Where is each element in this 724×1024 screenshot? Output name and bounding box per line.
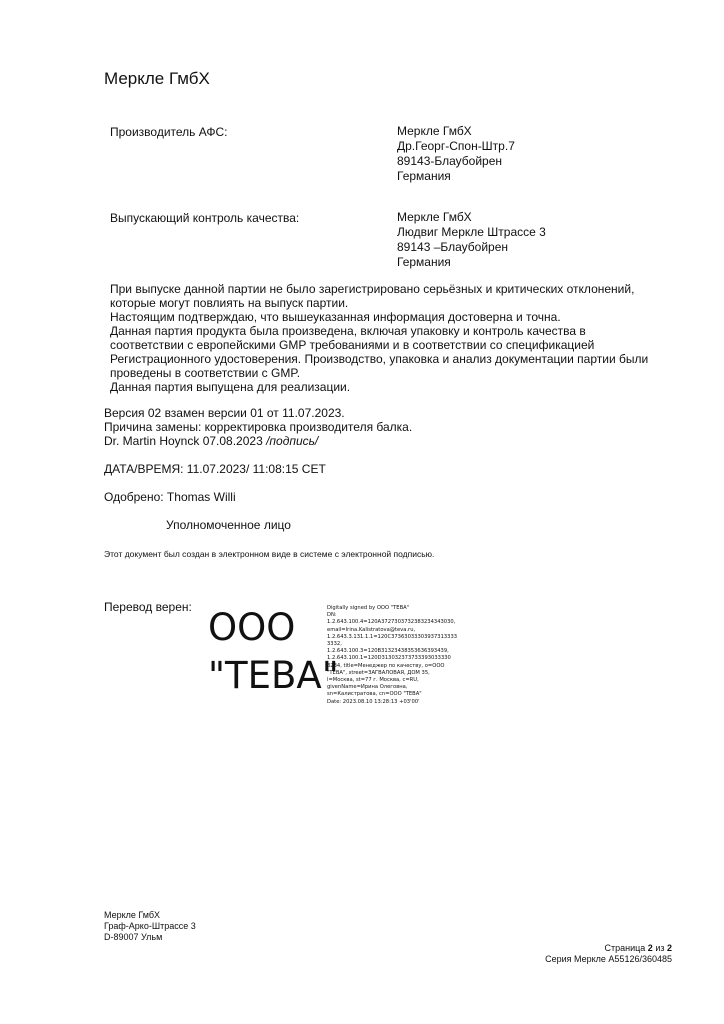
footer-address-line: Граф-Арко-Штрассе 3 [104,921,196,931]
page-number [545,943,672,954]
footer-address-line: D-89007 Ульм [104,932,163,942]
cert-line: 1.2.643.100.1=120D313032373733393033330 [327,655,451,662]
statement-line: Настоящим подтверждаю, что вышеуказанная информация достоверна и точна. [110,310,561,324]
statement-line: которые могут повлиять на выпуск партии. [110,296,349,310]
cert-line: Digitally signed by ООО "ТЕВА" [327,605,410,611]
statement-line: При выпуске данной партии не было зарегистрировано серьёзных и критических отклонений, [110,282,635,296]
translation-label: Перевод верен: [104,600,192,614]
stamp-line-1: ООО [208,606,296,649]
manufacturer-address-line: Меркле ГмбХ [397,124,472,138]
authorized-person: Уполномоченное лицо [166,518,291,532]
digital-signature-details [327,605,457,706]
cert-line: 1.2.643.100.4=120A3727303732383234343030, [327,619,456,626]
statement-line: Регистрационного удостоверения. Производство, упаковка и анализ документации партии были [110,352,649,366]
cert-line: email=Irina.Kalistratova@teva.ru, [327,626,416,633]
cert-line: 3332, [327,641,342,648]
cert-line: 3234, title=Менеджер по качеству, o=ООО [327,662,445,669]
statement-line: проведены в соответствии с GMP. [110,366,301,380]
release-control-address-line: Меркле ГмбХ [397,210,472,224]
release-control-address-line: Людвиг Меркле Штрассе 3 [397,225,546,239]
page-prefix: Страница [604,943,646,953]
manufacturer-label: Производитель АФС: [110,125,228,139]
cert-line: sn=Калистратова, cn=ООО "ТЕВА" [327,691,422,698]
replacement-reason: Причина замены: корректировка производителя балка. [104,420,413,434]
cert-line: 1.2.643.100.3=120B31323438353636393439, [327,648,449,655]
footer-address-line: Меркле ГмбХ [104,910,161,920]
release-control-address-line: Германия [397,255,451,269]
datetime: ДАТА/ВРЕМЯ: 11.07.2023/ 11:08:15 CET [104,462,326,476]
cert-line: l=Москва, st=77 г. Москва, c=RU, [327,677,419,684]
approved-by: Одобрено: Thomas Willi [104,490,236,504]
release-control-address [397,210,546,270]
author-line [104,434,412,448]
version-block [104,406,412,448]
cert-line: "ТЕВА", street=ЗАГВАЛОВАЯ, ДОМ 35, [327,669,430,676]
footer-address [104,910,196,943]
release-control-label: Выпускающий контроль качества: [110,211,300,225]
manufacturer-address-line: Германия [397,169,451,183]
cert-line: 1.2.643.3.131.1.1=120C37363033303937313333 [327,633,458,640]
cert-line: DN: [327,612,337,619]
electronic-signature-note: Этот документ был создан в электронном виде в системе с электронной подписью. [104,549,435,559]
manufacturer-address-line: Др.Георг-Спон-Штр.7 [397,139,515,153]
statement-line: соответствии с европейскими GMP требованиями и в соответствии со спецификацией [110,338,595,352]
release-statement [110,282,670,394]
stamp-line-2: "ТЕВА" [208,654,339,697]
page-current: 2 [647,943,653,953]
manufacturer-address-line: 89143-Блаубойрен [397,154,503,168]
company-title: Меркле ГмбХ [104,69,210,88]
signature-mark: /подпись/ [266,434,319,448]
cert-line: givenName=Ирина Олеговна, [327,684,408,691]
author-name-date: Dr. Martin Hoynck 07.08.2023 [104,434,263,448]
page-sep: из [655,943,665,953]
cert-line: Date: 2023.08.10 13:28:13 +03'00' [327,698,420,705]
release-control-address-line: 89143 –Блаубойрен [397,240,509,254]
manufacturer-address [397,124,515,184]
series-number: Серия Меркле A55126/360485 [545,954,672,964]
statement-line: Данная партия продукта была произведена, включая упаковку и контроль качества в [110,324,586,338]
version-line: Версия 02 взамен версии 01 от 11.07.2023. [104,406,345,420]
statement-line: Данная партия выпущена для реализации. [110,380,351,394]
footer-page-info [545,943,672,965]
page-total: 2 [666,943,672,953]
